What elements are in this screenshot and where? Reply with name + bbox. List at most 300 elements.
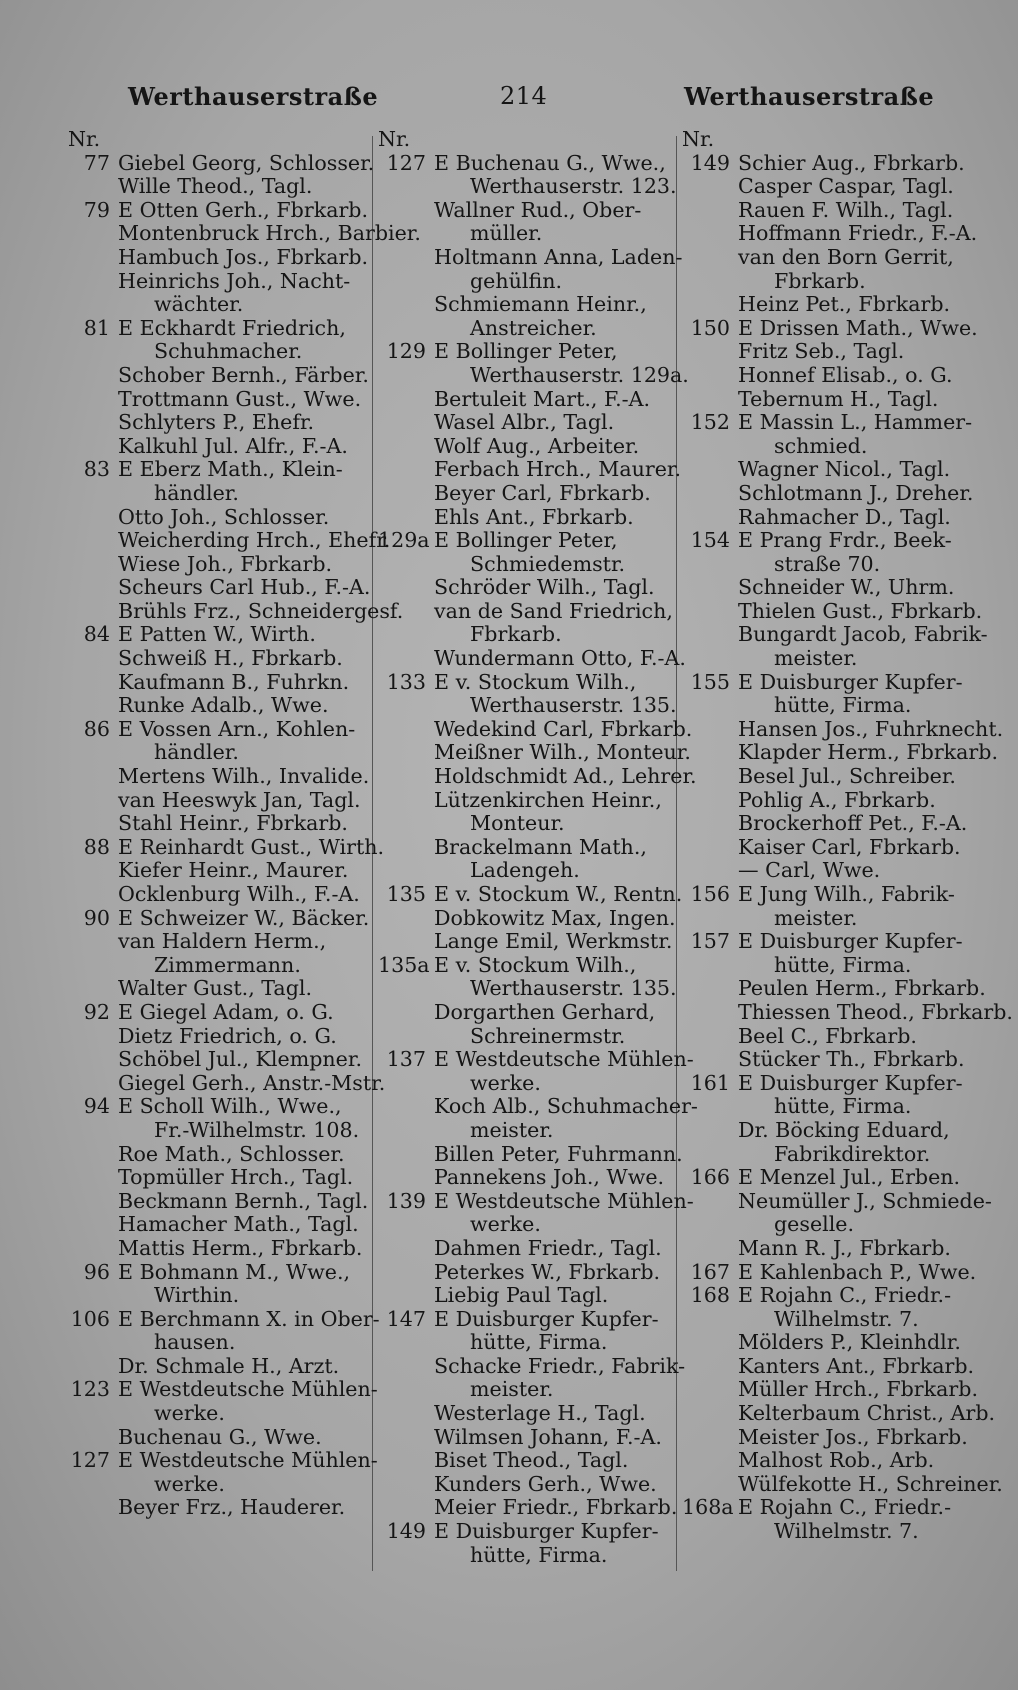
house-number	[378, 364, 434, 388]
house-number	[68, 553, 118, 577]
house-number	[682, 175, 738, 199]
resident-entry: Rahmacher D., Tagl.	[738, 504, 951, 529]
directory-line	[68, 1331, 368, 1355]
house-number: 79	[83, 197, 110, 222]
resident-entry: Mattis Herm., Fbrkarb.	[118, 1235, 363, 1260]
house-number	[378, 600, 434, 624]
resident-entry: E Drissen Math., Wwe.	[738, 315, 978, 340]
resident-entry: van Haldern Herm.,	[118, 929, 327, 954]
house-number: 167	[690, 1259, 730, 1284]
resident-entry: E v. Stockum Wilh.,	[434, 669, 637, 694]
resident-entry: Wirthin.	[154, 1283, 240, 1308]
house-number: 139	[386, 1188, 426, 1213]
directory-line	[682, 152, 982, 176]
house-number	[682, 718, 738, 742]
directory-line	[68, 1048, 368, 1072]
directory-line	[682, 1471, 1003, 1497]
directory-line	[68, 221, 421, 246]
resident-entry: Schreinermstr.	[470, 1023, 626, 1048]
directory-line	[378, 646, 686, 671]
resident-entry: Giegel Gerh., Anstr.-Mstr.	[118, 1070, 386, 1095]
directory-line	[378, 764, 697, 789]
directory-line	[378, 1473, 676, 1497]
directory-line	[682, 1449, 982, 1473]
resident-entry: van den Born Gerrit,	[738, 244, 954, 269]
resident-entry: Werthauserstr. 135.	[470, 976, 677, 1001]
house-number: 152	[690, 410, 730, 435]
directory-line	[378, 812, 676, 836]
directory-line	[378, 1237, 676, 1261]
directory-line	[68, 340, 368, 364]
house-number	[378, 812, 434, 836]
resident-entry: Schmiedemstr.	[470, 551, 626, 576]
directory-line	[68, 1426, 368, 1450]
house-number	[682, 1025, 738, 1049]
resident-entry: händler.	[154, 480, 239, 505]
resident-entry: Schlotmann J., Dreher.	[738, 480, 974, 505]
house-number: 135	[386, 882, 426, 906]
directory-line	[682, 317, 982, 341]
directory-line	[682, 199, 982, 223]
house-number	[68, 883, 118, 907]
resident-entry: Stahl Heinr., Fbrkarb.	[118, 811, 348, 836]
house-number: 166	[690, 1165, 730, 1190]
resident-entry: Mölders P., Kleinhdlr.	[738, 1330, 961, 1355]
resident-entry: hütte, Firma.	[470, 1542, 608, 1567]
house-number	[378, 1378, 434, 1402]
directory-line	[378, 671, 676, 695]
house-number	[682, 741, 738, 765]
house-number	[68, 1284, 118, 1308]
directory-line	[682, 458, 982, 482]
directory-line	[682, 529, 982, 553]
directory-line	[378, 506, 676, 530]
directory-line	[378, 1047, 694, 1072]
house-number	[68, 647, 118, 671]
directory-line	[378, 457, 682, 482]
resident-entry: Hansen Jos., Fuhrknecht.	[738, 716, 1004, 741]
directory-line	[68, 1070, 386, 1096]
resident-entry: Lange Emil, Werkmstr.	[434, 929, 673, 954]
resident-entry: Wundermann Otto, F.-A.	[434, 646, 686, 671]
resident-entry: E Berchmann X. in Ober-	[118, 1306, 380, 1331]
directory-line	[378, 270, 676, 294]
house-number	[682, 222, 738, 246]
house-number	[682, 765, 738, 789]
house-number	[378, 1284, 434, 1308]
resident-entry: Thiessen Theod., Fbrkarb.	[738, 999, 1013, 1024]
directory-line	[378, 1166, 676, 1190]
house-number	[682, 836, 738, 860]
resident-entry: Thielen Gust., Fbrkarb.	[738, 598, 983, 623]
directory-line	[378, 1141, 683, 1167]
resident-entry: Schier Aug., Fbrkarb.	[738, 150, 965, 175]
directory-line	[682, 930, 982, 954]
resident-entry: E Westdeutsche Mühlen-	[434, 1047, 694, 1072]
house-number	[68, 859, 118, 883]
house-number	[682, 812, 738, 836]
house-number	[68, 1143, 118, 1167]
resident-entry: händler.	[154, 740, 239, 765]
house-number: 157	[690, 929, 730, 954]
directory-line	[68, 317, 368, 341]
house-number: 94	[83, 1094, 110, 1119]
directory-line	[682, 1355, 982, 1379]
resident-entry: Monteur.	[470, 811, 565, 836]
directory-line	[68, 671, 368, 695]
directory-line	[68, 1355, 368, 1379]
directory-line	[68, 1496, 368, 1520]
directory-line	[68, 150, 375, 176]
house-number	[378, 222, 434, 246]
house-number	[682, 246, 738, 270]
resident-entry: Wilhelmstr. 7.	[774, 1519, 919, 1544]
house-number	[682, 907, 738, 931]
house-number: 129	[386, 339, 426, 364]
directory-line	[378, 716, 693, 742]
house-number	[378, 1496, 434, 1520]
house-number	[378, 1402, 434, 1426]
house-number	[378, 388, 434, 412]
resident-entry: E Massin L., Hammer-	[738, 410, 973, 435]
resident-entry: Meißner Wilh., Monteur.	[434, 740, 691, 765]
resident-entry: Hoffmann Friedr., F.-A.	[738, 221, 978, 246]
directory-line	[378, 411, 676, 435]
directory-line	[682, 836, 982, 860]
directory-line	[68, 647, 368, 671]
house-number	[682, 1331, 738, 1355]
house-number: 81	[83, 315, 110, 340]
directory-line	[682, 1496, 982, 1520]
directory-line	[68, 812, 368, 836]
directory-line	[682, 222, 982, 246]
resident-entry: Ehls Ant., Fbrkarb.	[434, 504, 634, 529]
resident-entry: E Giegel Adam, o. G.	[118, 999, 334, 1024]
resident-entry: E Vossen Arn., Kohlen-	[118, 716, 356, 741]
directory-line	[682, 1188, 992, 1214]
house-number	[68, 1496, 118, 1520]
resident-entry: Pannekens Joh., Wwe.	[434, 1165, 665, 1190]
house-number	[68, 930, 118, 954]
house-number	[378, 317, 434, 341]
directory-line	[682, 1025, 982, 1049]
resident-entry: Kunders Gerh., Wwe.	[434, 1471, 657, 1496]
resident-entry: E Duisburger Kupfer-	[738, 929, 963, 954]
resident-entry: E Patten W., Wirth.	[118, 622, 316, 647]
directory-line	[378, 1119, 676, 1143]
resident-entry: Wolf Aug., Arbeiter.	[434, 433, 640, 458]
resident-entry: Anstreicher.	[470, 315, 597, 340]
directory-line	[378, 954, 676, 978]
directory-line	[378, 553, 676, 577]
house-number	[378, 411, 434, 435]
directory-line	[378, 1426, 676, 1450]
directory-line	[682, 622, 988, 647]
directory-line	[682, 812, 982, 836]
house-number: 149	[690, 150, 730, 175]
resident-entry: Werthauserstr. 135.	[470, 693, 677, 718]
resident-entry: E Duisburger Kupfer-	[434, 1519, 659, 1544]
resident-entry: E Eberz Math., Klein-	[118, 457, 343, 482]
house-number	[68, 1213, 118, 1237]
resident-entry: Dr. Böcking Eduard,	[738, 1117, 950, 1142]
directory-line	[378, 1072, 676, 1096]
directory-line	[378, 529, 676, 553]
directory-line	[378, 1284, 676, 1308]
resident-entry: Holdschmidt Ad., Lehrer.	[434, 764, 697, 789]
resident-entry: — Carl, Wwe.	[738, 858, 881, 883]
house-number	[682, 623, 738, 647]
resident-entry: E Buchenau G., Wwe.,	[434, 150, 666, 175]
house-number	[68, 1402, 118, 1426]
resident-entry: Scheurs Carl Hub., F.-A.	[118, 575, 371, 600]
house-number	[68, 1331, 118, 1355]
resident-entry: Schacke Friedr., Fabrik-	[434, 1353, 686, 1378]
directory-line	[68, 1166, 368, 1190]
house-number	[682, 1402, 738, 1426]
resident-entry: wächter.	[154, 292, 244, 317]
directory-line	[378, 1025, 676, 1049]
directory-line	[68, 270, 368, 294]
house-number	[682, 1237, 738, 1261]
house-number	[378, 1143, 434, 1167]
resident-entry: Schöbel Jul., Klempner.	[118, 1047, 362, 1072]
directory-line	[68, 907, 368, 931]
resident-entry: Schober Bernh., Färber.	[118, 362, 369, 387]
directory-line	[68, 553, 368, 577]
directory-line	[378, 362, 689, 388]
directory-line	[68, 435, 368, 459]
resident-entry: Runke Adalb., Wwe.	[118, 693, 329, 718]
directory-line	[682, 1072, 982, 1096]
house-number	[378, 506, 434, 530]
house-number	[378, 1544, 434, 1568]
resident-entry: Roe Math., Schlosser.	[118, 1141, 345, 1166]
directory-line	[682, 954, 982, 978]
resident-entry: E Bohmann M., Wwe.,	[118, 1259, 351, 1284]
directory-line	[68, 1190, 368, 1214]
resident-entry: Weicherding Hrch., Ehefr.	[118, 528, 391, 553]
house-number	[68, 529, 118, 553]
house-number	[682, 1048, 738, 1072]
directory-line	[682, 1520, 982, 1544]
resident-entry: werke.	[470, 1212, 541, 1237]
directory-line	[68, 1473, 368, 1497]
resident-entry: Fabrikdirektor.	[774, 1141, 931, 1166]
resident-entry: Ferbach Hrch., Maurer.	[434, 457, 682, 482]
resident-entry: Hamacher Math., Tagl.	[118, 1212, 359, 1237]
directory-line	[378, 977, 676, 1001]
directory-line	[682, 576, 982, 600]
house-number	[68, 741, 118, 765]
house-number	[68, 293, 118, 317]
resident-entry: Müller Hrch., Fbrkarb.	[738, 1377, 978, 1402]
directory-line	[68, 1001, 368, 1025]
nr-heading: Nr.	[68, 127, 101, 151]
resident-entry: Buchenau G., Wwe.	[118, 1424, 322, 1449]
page-number: 214	[500, 82, 548, 110]
resident-entry: E Prang Frdr., Beek-	[738, 528, 952, 553]
directory-line	[378, 1544, 676, 1568]
directory-line	[682, 246, 982, 270]
directory-line	[682, 1426, 982, 1450]
directory-line	[68, 1284, 368, 1308]
directory-line	[68, 482, 368, 506]
house-number	[68, 789, 118, 813]
directory-line	[682, 1331, 982, 1355]
house-number	[68, 435, 118, 459]
directory-line	[682, 1237, 982, 1261]
resident-entry: Hambuch Jos., Fbrkarb.	[118, 244, 369, 269]
house-number	[682, 1119, 738, 1143]
resident-entry: Wasel Albr., Tagl.	[434, 410, 615, 435]
directory-line	[68, 859, 368, 883]
house-number	[68, 1190, 118, 1214]
house-number	[378, 789, 434, 813]
resident-entry: Ocklenburg Wilh., F.-A.	[118, 882, 360, 906]
resident-entry: werke.	[154, 1471, 225, 1496]
house-number	[378, 1331, 434, 1355]
resident-entry: Westerlage H., Tagl.	[434, 1401, 646, 1426]
resident-entry: E Duisburger Kupfer-	[738, 669, 963, 694]
house-number: 83	[83, 457, 110, 482]
house-number	[68, 1048, 118, 1072]
directory-line	[68, 506, 368, 530]
directory-line	[68, 458, 368, 482]
directory-line	[682, 1401, 996, 1426]
house-number	[682, 293, 738, 317]
house-number: 161	[690, 1070, 730, 1095]
house-number	[68, 411, 118, 435]
resident-entry: Besel Jul., Schreiber.	[738, 764, 956, 789]
resident-entry: Peterkes W., Fbrkarb.	[434, 1259, 661, 1284]
resident-entry: Beyer Frz., Hauderer.	[118, 1495, 346, 1520]
house-number	[378, 270, 434, 294]
directory-line	[378, 1353, 686, 1379]
house-number	[682, 1213, 738, 1237]
resident-entry: E Duisburger Kupfer-	[738, 1070, 963, 1095]
resident-entry: Rauen F. Wilh., Tagl.	[738, 197, 954, 222]
house-number	[378, 977, 434, 1001]
directory-line	[378, 435, 676, 459]
resident-entry: Kaiser Carl, Fbrkarb.	[738, 834, 961, 859]
house-number: 96	[83, 1259, 110, 1284]
directory-line	[682, 671, 982, 695]
directory-line	[378, 317, 676, 341]
resident-entry: Kanters Ant., Fbrkarb.	[738, 1353, 975, 1378]
directory-line	[68, 175, 368, 199]
house-number	[682, 977, 738, 1001]
house-number: 106	[70, 1306, 110, 1331]
directory-line	[682, 1261, 982, 1285]
directory-line	[378, 1094, 698, 1119]
directory-line	[378, 1402, 676, 1426]
resident-entry: Peulen Herm., Fbrkarb.	[738, 976, 986, 1001]
directory-line	[68, 930, 368, 954]
resident-entry: Wagner Nicol., Tagl.	[738, 457, 951, 482]
directory-line	[68, 293, 368, 317]
house-number	[378, 199, 434, 223]
house-number	[682, 1355, 738, 1379]
resident-entry: Trottmann Gust., Wwe.	[118, 386, 362, 411]
house-number	[682, 1143, 738, 1167]
resident-entry: hütte, Firma.	[470, 1330, 608, 1355]
directory-line	[378, 600, 676, 624]
directory-line	[682, 789, 982, 813]
resident-entry: Topmüller Hrch., Tagl.	[118, 1165, 354, 1190]
house-number	[378, 1119, 434, 1143]
directory-line	[378, 388, 676, 412]
house-number	[68, 506, 118, 530]
resident-entry: E Scholl Wilh., Wwe.,	[118, 1094, 342, 1119]
resident-entry: müller.	[470, 221, 543, 246]
resident-entry: Ladengeh.	[470, 858, 580, 883]
directory-line	[68, 1095, 368, 1119]
resident-entry: Brühls Frz., Schneidergesf.	[118, 598, 404, 623]
house-number	[378, 1426, 434, 1450]
resident-entry: Meier Friedr., Fbrkarb.	[434, 1495, 678, 1520]
directory-line	[68, 977, 368, 1001]
house-number: 154	[690, 528, 730, 553]
house-number	[378, 1001, 434, 1025]
house-number	[68, 388, 118, 412]
house-number	[68, 270, 118, 294]
house-number	[68, 600, 118, 624]
directory-line	[378, 1331, 676, 1355]
resident-entry: Schmiemann Heinr.,	[434, 292, 647, 317]
directory-line	[378, 1378, 676, 1402]
directory-line	[68, 598, 404, 624]
resident-entry: Fbrkarb.	[470, 622, 562, 647]
directory-line	[682, 999, 1013, 1025]
house-number	[682, 199, 738, 223]
resident-entry: Schneider W., Uhrm.	[738, 575, 955, 600]
resident-entry: Neumüller J., Schmiede-	[738, 1188, 992, 1213]
header-right-title: Werthauserstraße	[684, 82, 935, 111]
house-number: 135a	[378, 952, 430, 977]
resident-entry: E Reinhardt Gust., Wirth.	[118, 834, 385, 859]
resident-entry: Holtmann Anna, Laden-	[434, 244, 683, 269]
house-number	[378, 1237, 434, 1261]
house-number	[68, 1355, 118, 1379]
resident-entry: Otto Joh., Schlosser.	[118, 504, 330, 529]
house-number	[68, 246, 118, 270]
resident-entry: Fbrkarb.	[774, 268, 866, 293]
resident-entry: Billen Peter, Fuhrmann.	[434, 1141, 683, 1166]
resident-entry: werke.	[154, 1401, 225, 1426]
house-number	[682, 600, 738, 624]
directory-line	[682, 388, 982, 412]
resident-entry: Walter Gust., Tagl.	[118, 976, 313, 1001]
house-number: 77	[83, 150, 110, 175]
resident-entry: van de Sand Friedrich,	[434, 598, 673, 623]
directory-line	[68, 199, 368, 223]
house-number	[68, 1119, 118, 1143]
directory-line	[68, 1119, 368, 1143]
resident-entry: hausen.	[154, 1330, 236, 1355]
resident-entry: geselle.	[774, 1212, 855, 1237]
directory-line	[378, 340, 676, 364]
house-number	[378, 293, 434, 317]
directory-line	[68, 411, 368, 435]
house-number	[682, 694, 738, 718]
directory-line	[378, 1188, 694, 1214]
house-number	[682, 954, 738, 978]
resident-entry: E Westdeutsche Mühlen-	[118, 1377, 378, 1402]
resident-entry: E v. Stockum Wilh.,	[434, 952, 637, 977]
house-number	[68, 364, 118, 388]
directory-line	[68, 388, 368, 412]
